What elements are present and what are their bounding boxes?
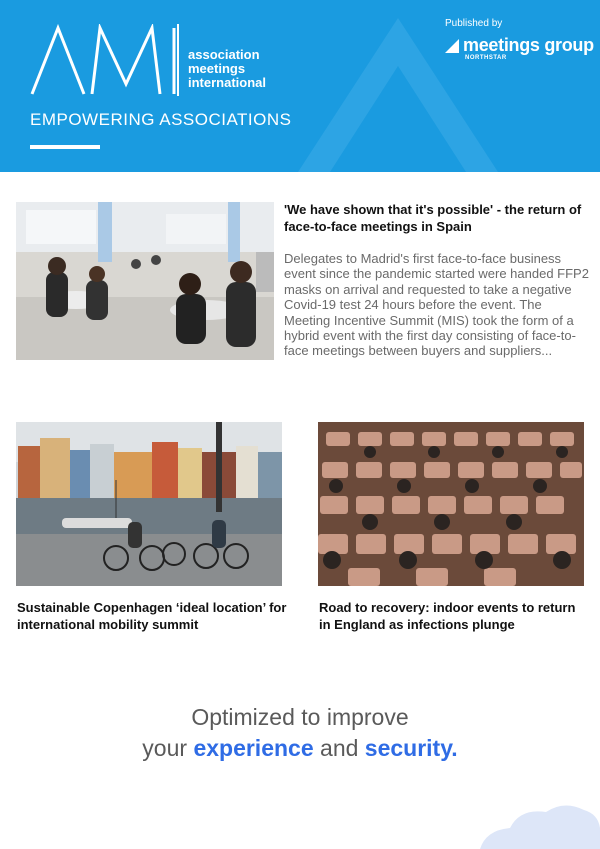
logo-wordmark	[188, 48, 266, 90]
article-image-copenhagen[interactable]	[16, 422, 282, 586]
promo-highlight-security: security.	[364, 735, 458, 761]
article-title-copenhagen[interactable]: Sustainable Copenhagen ‘ideal location’ for international mobility summit	[17, 600, 287, 632]
logo-line-1: association	[188, 47, 260, 62]
featured-article-image[interactable]	[16, 202, 274, 360]
logo-line-3: international	[188, 75, 267, 90]
copenhagen-photo	[16, 422, 282, 586]
featured-article-title[interactable]: 'We have shown that it's possible' - the return of face-to-face meetings in Spain	[284, 202, 582, 234]
publisher-brand[interactable]	[445, 35, 594, 61]
logo-separator	[177, 24, 179, 96]
publisher-block[interactable]	[445, 18, 594, 61]
promo-line-1: Optimized to improve	[191, 704, 409, 730]
brand-small-label: NORTHSTAR	[465, 55, 507, 61]
promo-text-and: and	[313, 735, 365, 761]
ami-logo-icon[interactable]	[30, 24, 180, 96]
promo-text-your: your	[142, 735, 194, 761]
featured-article-summary: Delegates to Madrid's first face-to-face business event since the pandemic started were handed FFP2 masks on arrival and requested to take a negative Covid-19 test 24 hours before the event. The Meeting Incentive Summit (MIS) took the form of a hybrid event with the first day consisting of face-to-face meetings between buyers and suppliers...	[284, 251, 589, 359]
tagline-underline	[30, 145, 100, 149]
newsletter-header	[0, 0, 600, 172]
published-by-label: Published by	[445, 18, 503, 29]
northstar-icon	[445, 39, 459, 53]
article-title-england[interactable]: Road to recovery: indoor events to return in England as infections plunge	[319, 600, 576, 632]
meeting-room-photo	[16, 202, 274, 360]
promo-line-2	[0, 735, 600, 762]
auditorium-photo	[318, 422, 584, 586]
logo-line-2: meetings	[188, 61, 246, 76]
tagline: EMPOWERING ASSOCIATIONS	[30, 110, 292, 129]
article-image-england[interactable]	[318, 422, 584, 586]
brand-name: meetings group	[463, 35, 594, 55]
promo-highlight-experience: experience	[193, 735, 314, 761]
decorative-cloud-shape	[480, 794, 600, 849]
promo-banner	[0, 704, 600, 762]
